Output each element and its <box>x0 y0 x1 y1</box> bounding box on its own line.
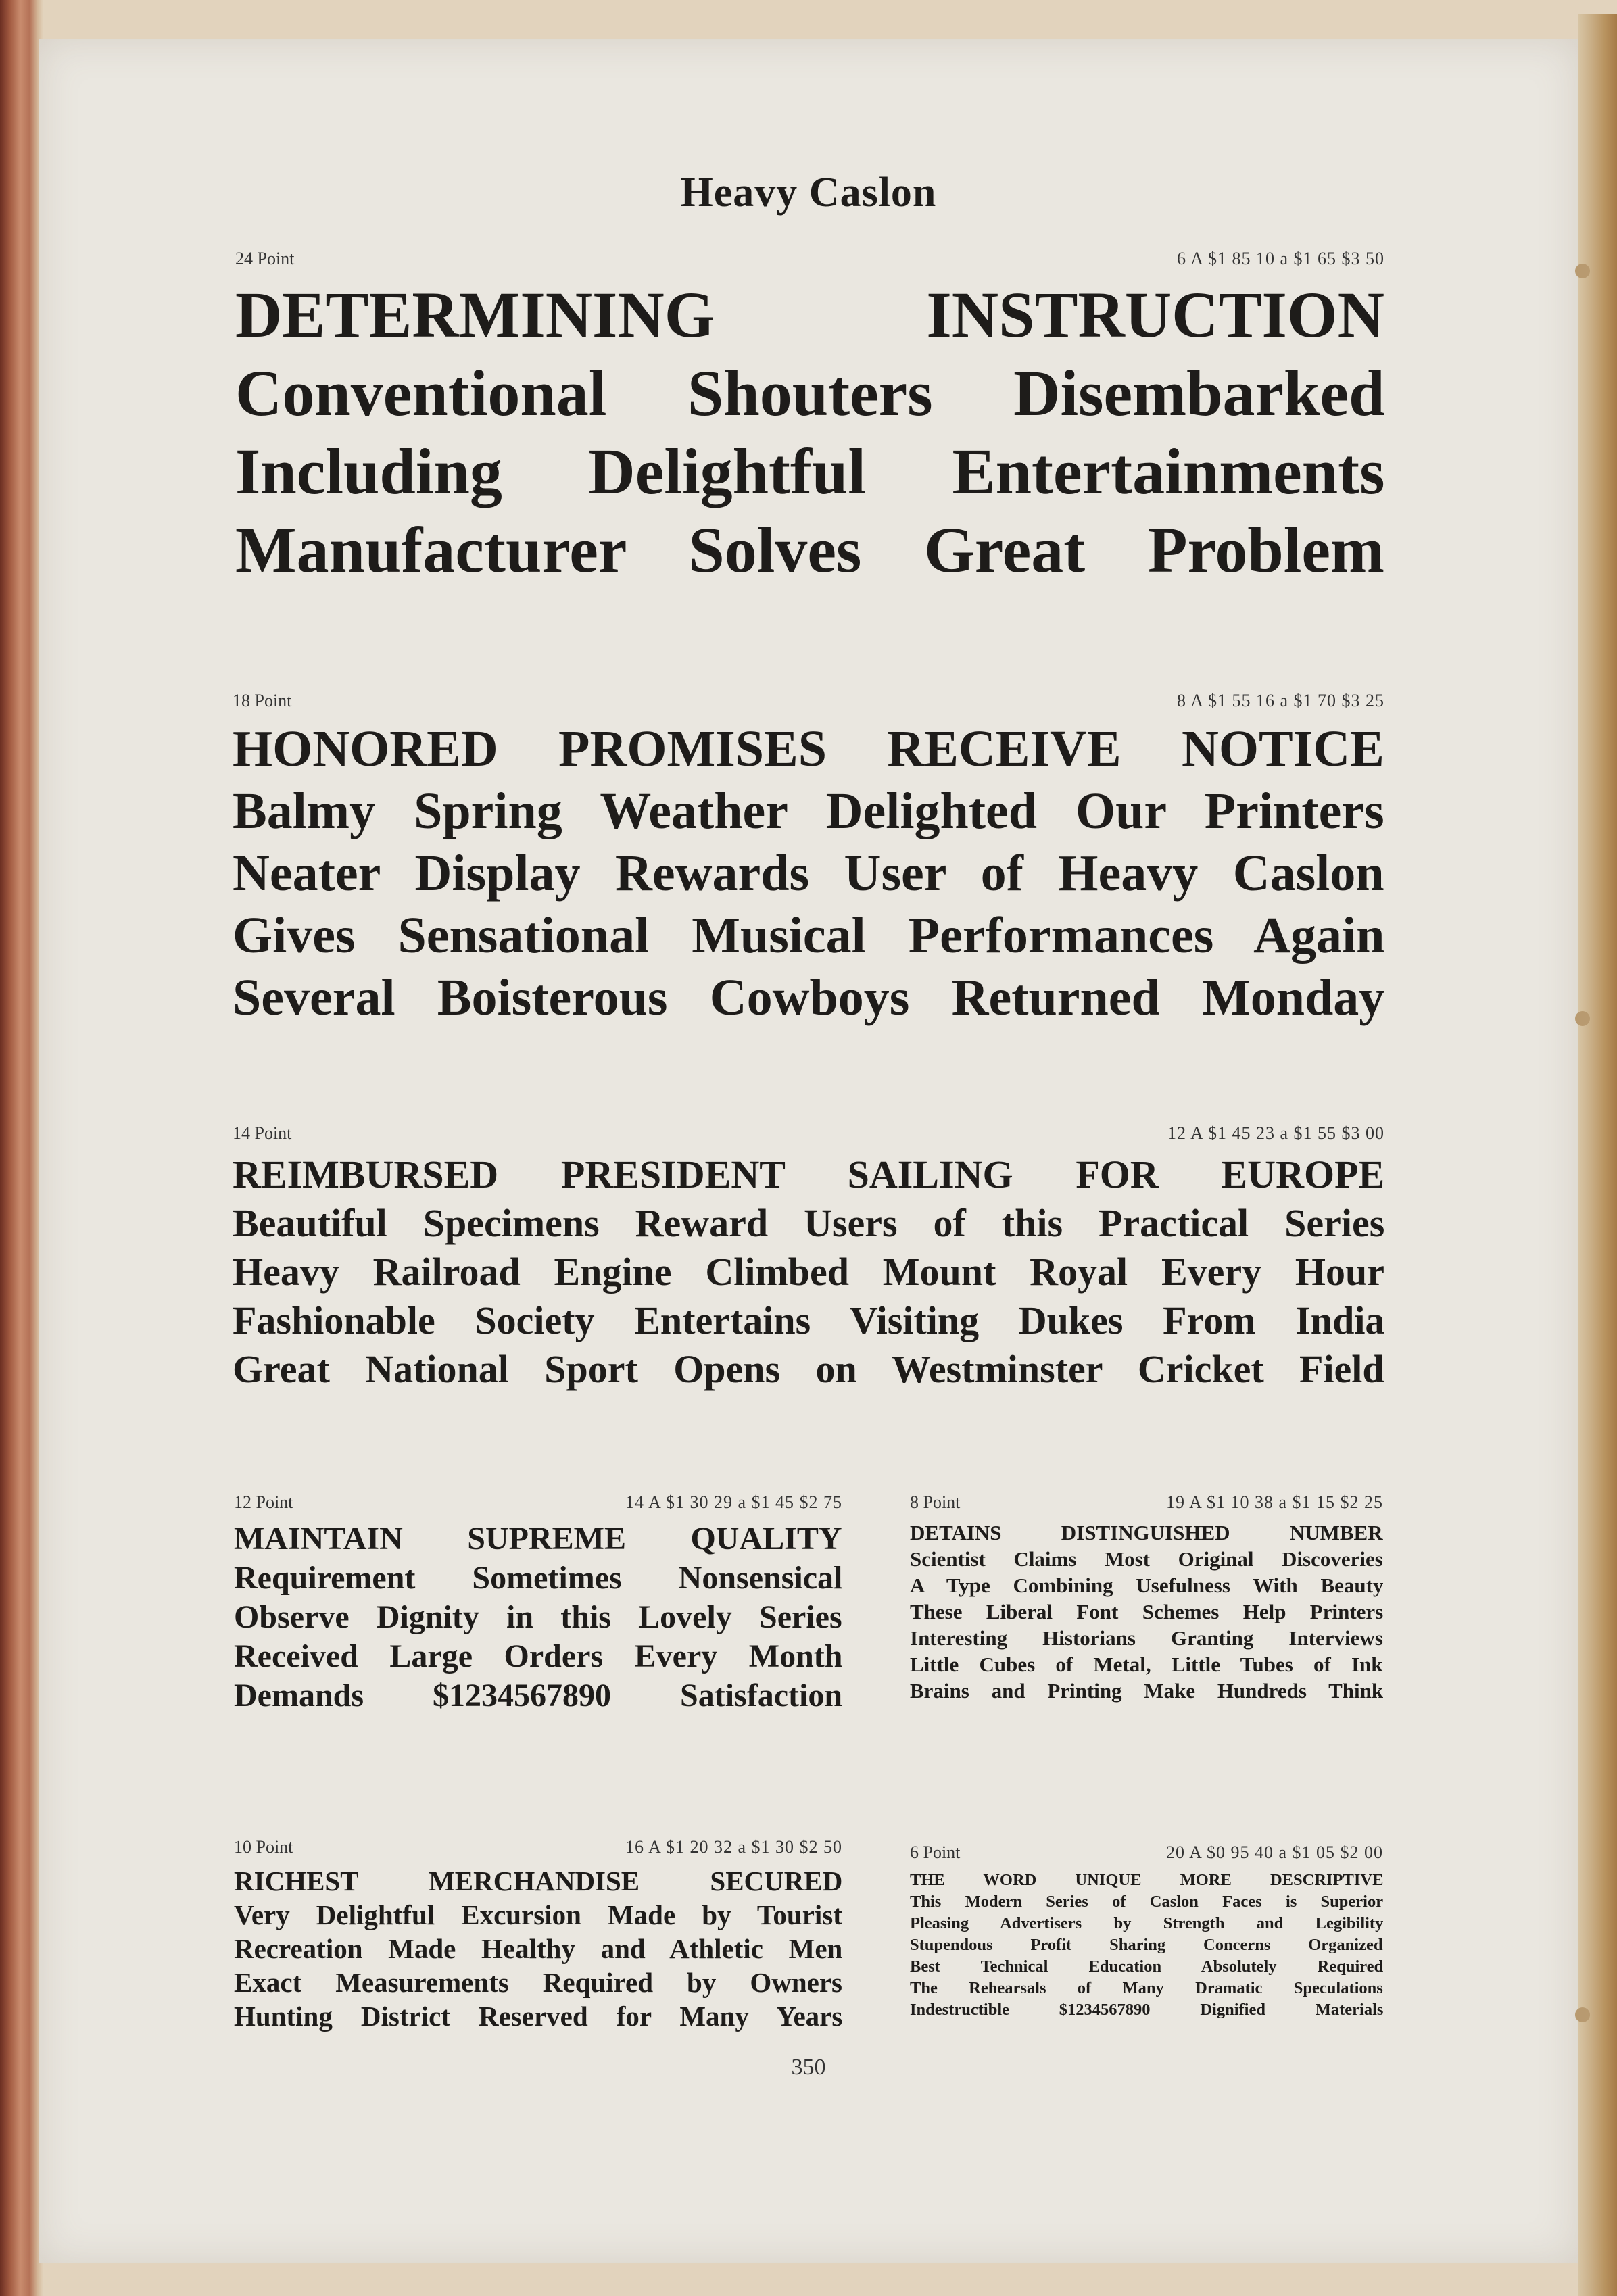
font-price: 14 A $1 30 29 a $1 45 $2 75 <box>625 1492 842 1512</box>
font-price: 19 A $1 10 38 a $1 15 $2 25 <box>1166 1492 1383 1512</box>
font-price: 12 A $1 45 23 a $1 55 $3 00 <box>1167 1123 1384 1143</box>
binding-clip <box>1575 1011 1590 1026</box>
specimen-line: Scientist Claims Most Original Discoveries <box>910 1547 1383 1571</box>
specimen-lines <box>233 1150 1384 1394</box>
specimen-line: Including Delightful Entertainments <box>235 435 1384 508</box>
specimen-line: Conventional Shouters Disembarked <box>235 357 1384 429</box>
binding-clip <box>1575 264 1590 278</box>
specimen-line: Manufacturer Solves Great Problem <box>235 514 1384 586</box>
font-price: 6 A $1 85 10 a $1 65 $3 50 <box>1177 249 1384 268</box>
specimen-line: Stupendous Profit Sharing Concerns Organized <box>910 1936 1383 1954</box>
specimen-10-point <box>234 1837 842 2033</box>
specimen-lines <box>910 1519 1383 1704</box>
specimen-meta <box>910 1842 1383 1870</box>
specimen-line: Recreation Made Healthy and Athletic Men <box>234 1933 842 1964</box>
specimen-line: Several Boisterous Cowboys Returned Monday <box>233 969 1384 1026</box>
specimen-line: Exact Measurements Required by Owners <box>234 1967 842 1998</box>
specimen-lines <box>234 1864 842 2033</box>
specimen-lines <box>910 1870 1383 2021</box>
specimen-24-point <box>235 249 1384 589</box>
specimen-12-point <box>234 1492 842 1715</box>
point-size-label: 18 Point <box>233 691 292 710</box>
specimen-line: THE WORD UNIQUE MORE DESCRIPTIVE <box>910 1871 1383 1889</box>
specimen-line: Interesting Historians Granting Interviews <box>910 1626 1383 1650</box>
specimen-meta <box>234 1492 842 1519</box>
specimen-line: Little Cubes of Metal, Little Tubes of Ink <box>910 1653 1383 1676</box>
specimen-line: Received Large Orders Every Month <box>234 1638 842 1674</box>
specimen-line: Great National Sport Opens on Westminster Cricket Field <box>233 1347 1384 1391</box>
point-size-label: 24 Point <box>235 249 295 268</box>
specimen-line: MAINTAIN SUPREME QUALITY <box>234 1521 842 1557</box>
page-edge-right <box>1578 14 1617 2296</box>
specimen-line: Demands $1234567890 Satisfaction <box>234 1678 842 1713</box>
binding-clip <box>1575 2007 1590 2022</box>
specimen-line: RICHEST MERCHANDISE SECURED <box>234 1865 842 1897</box>
page-title: Heavy Caslon <box>680 170 937 216</box>
font-price: 20 A $0 95 40 a $1 05 $2 00 <box>1166 1842 1383 1862</box>
specimen-lines <box>235 276 1384 589</box>
specimen-line: REIMBURSED PRESIDENT SAILING FOR EUROPE <box>233 1152 1384 1196</box>
point-size-label: 8 Point <box>910 1492 961 1512</box>
specimen-meta <box>235 249 1384 276</box>
specimen-line: Indestructible $1234567890 Dignified Materials <box>910 2001 1383 2019</box>
point-size-label: 14 Point <box>233 1123 292 1143</box>
specimen-line: HONORED PROMISES RECEIVE NOTICE <box>233 720 1384 777</box>
point-size-label: 6 Point <box>910 1842 961 1862</box>
specimen-line: Best Technical Education Absolutely Required <box>910 1957 1383 1976</box>
point-size-label: 10 Point <box>234 1837 293 1857</box>
specimen-line: DETAINS DISTINGUISHED NUMBER <box>910 1521 1383 1544</box>
specimen-18-point <box>233 691 1384 1029</box>
font-price: 16 A $1 20 32 a $1 30 $2 50 <box>625 1837 842 1857</box>
specimen-line: Observe Dignity in this Lovely Series <box>234 1599 842 1635</box>
specimen-line: Brains and Printing Make Hundreds Think <box>910 1679 1383 1703</box>
specimen-meta <box>233 1123 1384 1150</box>
specimen-8-point <box>910 1492 1383 1704</box>
specimen-6-point <box>910 1842 1383 2021</box>
point-size-label: 12 Point <box>234 1492 293 1512</box>
specimen-lines <box>234 1519 842 1715</box>
specimen-line: Beautiful Specimens Reward Users of this Practical Series <box>233 1201 1384 1245</box>
specimen-line: A Type Combining Usefulness With Beauty <box>910 1573 1383 1597</box>
specimen-line: Neater Display Rewards User of Heavy Caslon <box>233 845 1384 902</box>
specimen-line: This Modern Series of Caslon Faces is Superior <box>910 1892 1383 1911</box>
specimen-line: Gives Sensational Musical Performances Again <box>233 907 1384 964</box>
specimen-line: Heavy Railroad Engine Climbed Mount Royal Every Hour <box>233 1250 1384 1294</box>
specimen-lines <box>233 718 1384 1029</box>
specimen-line: Very Delightful Excursion Made by Tourist <box>234 1899 842 1930</box>
specimen-line: Requirement Sometimes Nonsensical <box>234 1560 842 1596</box>
specimen-meta <box>233 691 1384 718</box>
specimen-line: Balmy Spring Weather Delighted Our Printers <box>233 783 1384 839</box>
page-number: 350 <box>791 2055 826 2080</box>
specimen-14-point <box>233 1123 1384 1394</box>
specimen-line: Fashionable Society Entertains Visiting Dukes From India <box>233 1298 1384 1342</box>
specimen-meta <box>234 1837 842 1864</box>
specimen-line: Hunting District Reserved for Many Years <box>234 2001 842 2032</box>
font-price: 8 A $1 55 16 a $1 70 $3 25 <box>1177 691 1384 710</box>
specimen-meta <box>910 1492 1383 1519</box>
specimen-line: Pleasing Advertisers by Strength and Legibility <box>910 1914 1383 1932</box>
specimen-line: The Rehearsals of Many Dramatic Speculations <box>910 1979 1383 1997</box>
specimen-line: These Liberal Font Schemes Help Printers <box>910 1600 1383 1623</box>
specimen-line: DETERMINING INSTRUCTION <box>235 278 1384 351</box>
